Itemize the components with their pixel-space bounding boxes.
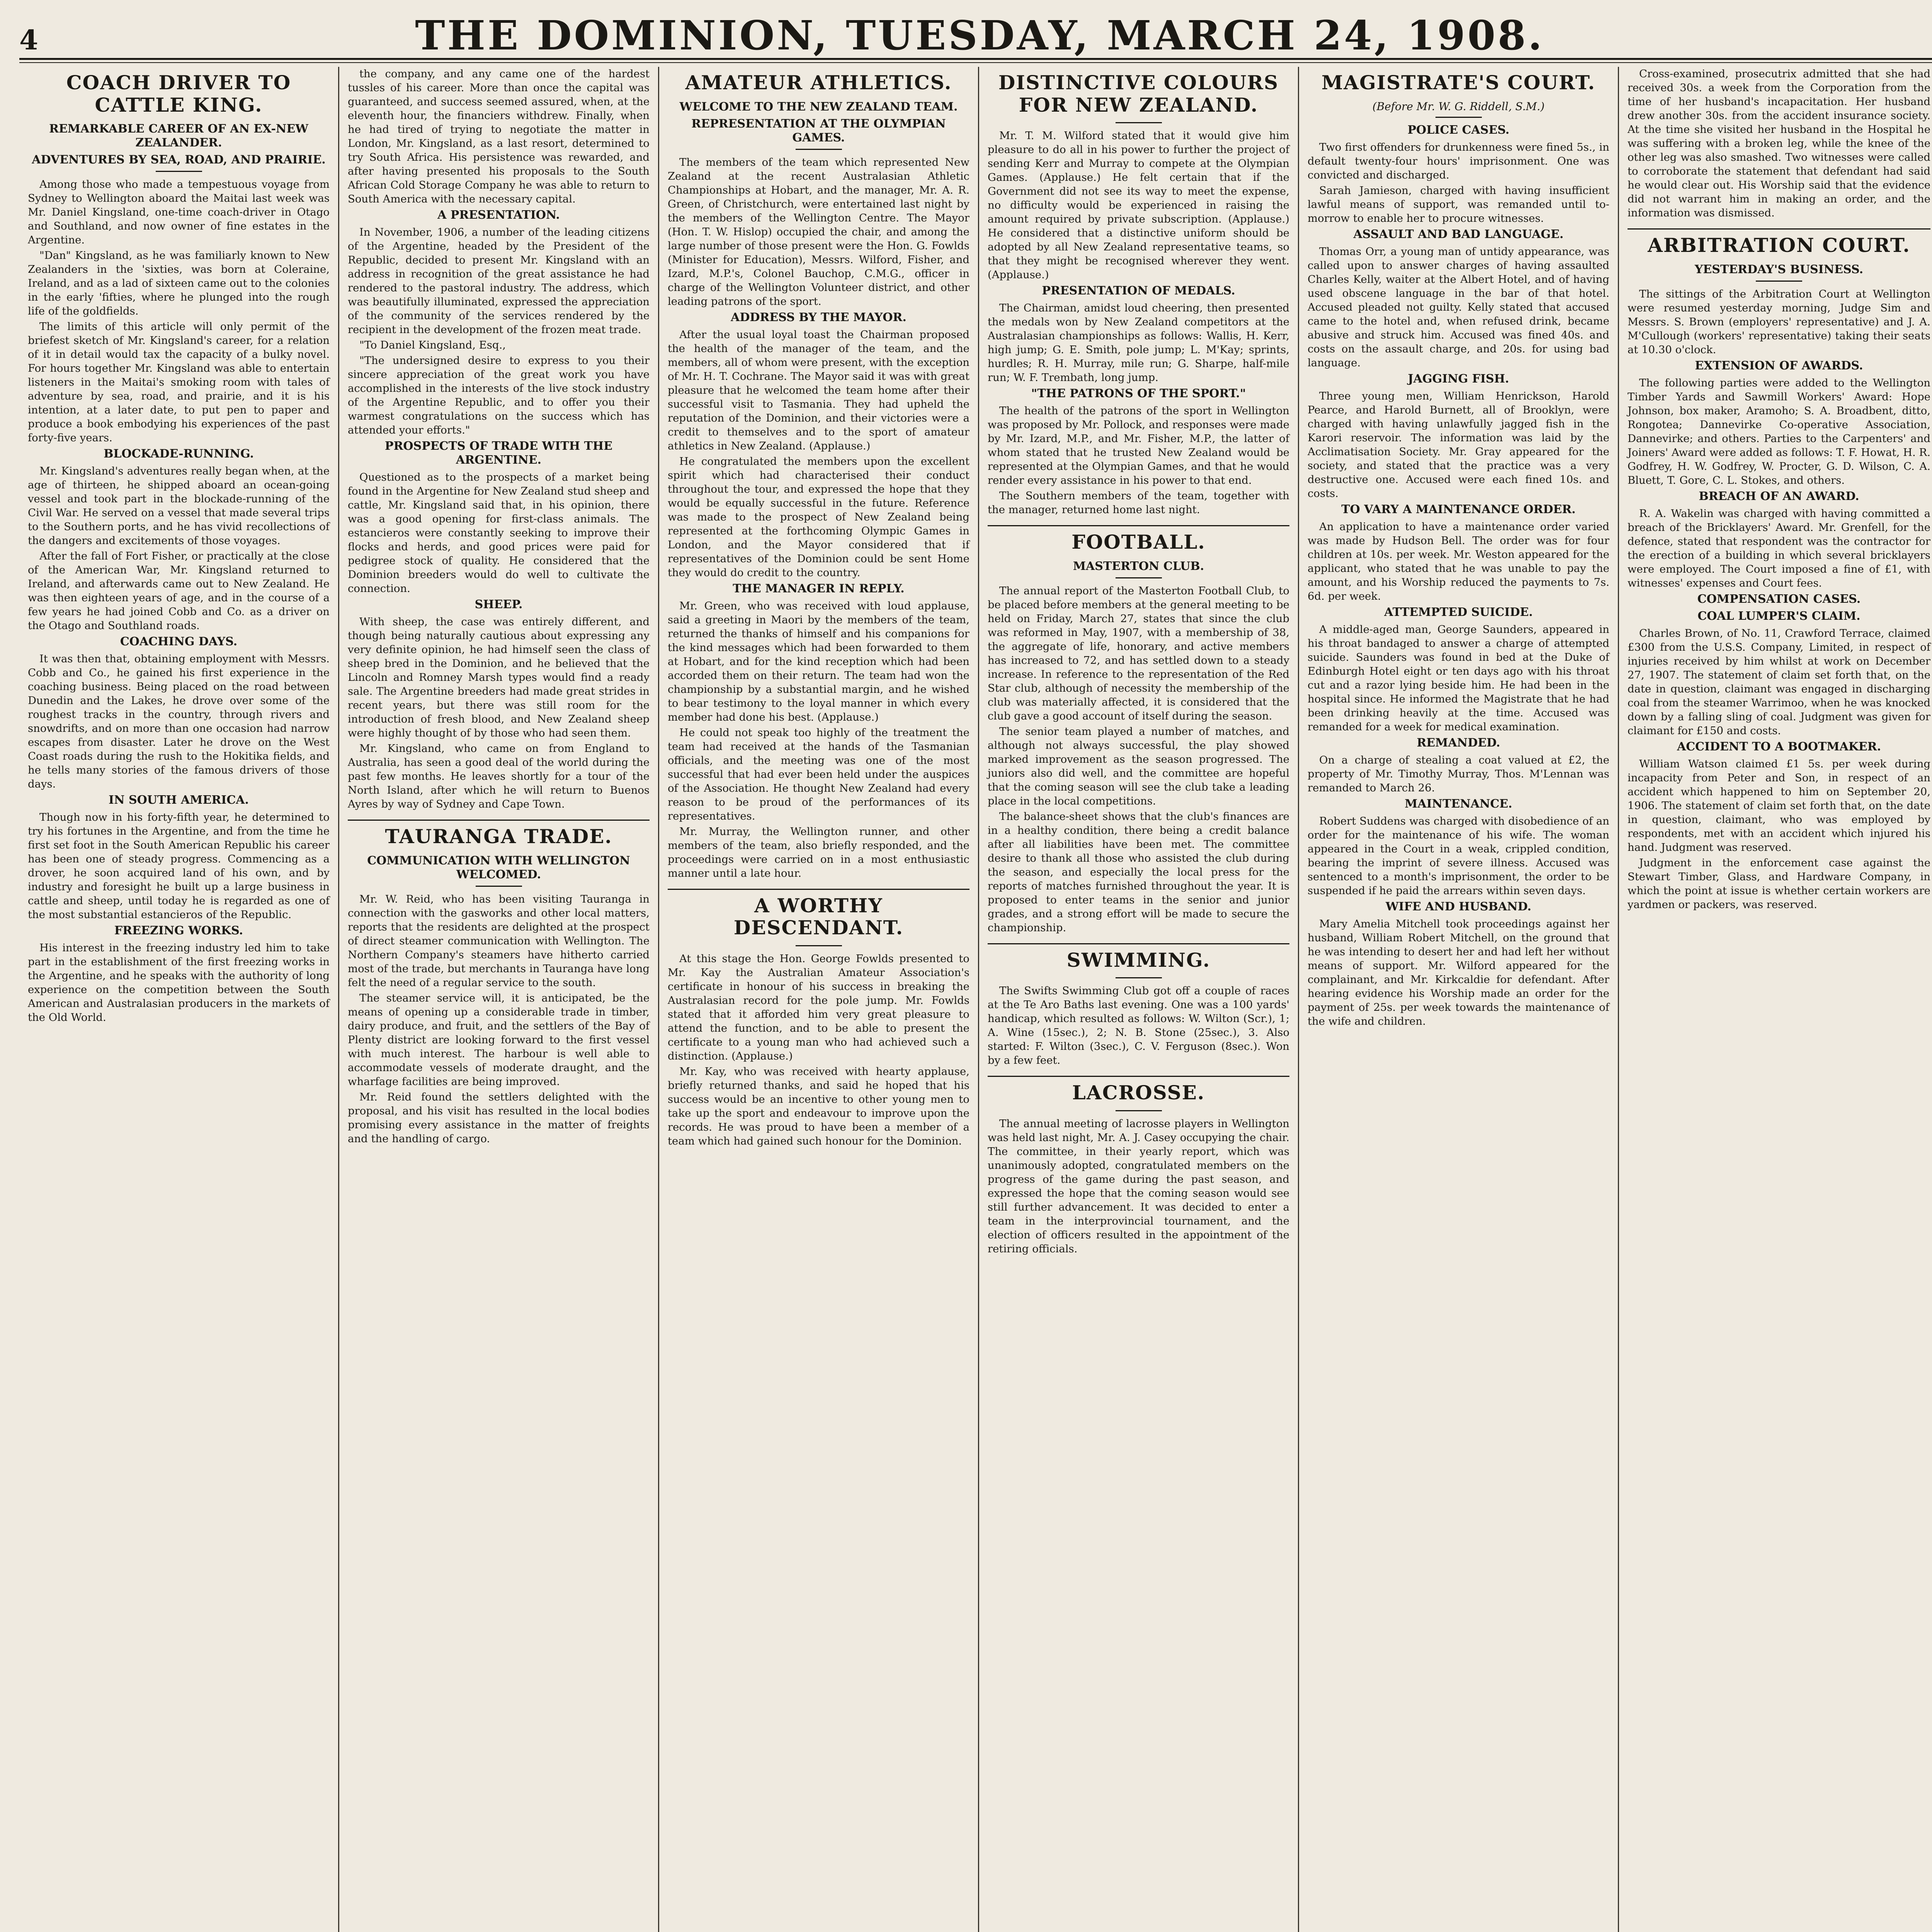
article-paragraph: Mr. Reid found the settlers delighted with the proposal, and his visit has resulted in the local bodies promising every assistance in the matter of freights and the handling of cargo. xyxy=(348,1090,650,1145)
section-subheading: IN SOUTH AMERICA. xyxy=(109,793,249,807)
article-paragraph: On a charge of stealing a coat valued at £2, the property of Mr. Timothy Murray, Thos. M'Lennan was remanded to March 26. xyxy=(1308,753,1609,794)
article-subhead: YESTERDAY'S BUSINESS. xyxy=(1694,262,1864,276)
article-paragraph: The Southern members of the team, together with the manager, returned home last night. xyxy=(988,490,1289,516)
article-paragraph: R. A. Wakelin was charged with having committed a breach of the Bricklayers' Award. Mr. Grenfell, for the defence, stated that respondent was the contractor for the erection of a building in which several bricklayers were employed. The Court imposed a fine of £1, with witnesses' expenses and Court fees. xyxy=(1628,507,1930,589)
article-paragraph: At this stage the Hon. George Fowlds presented to Mr. Kay the Australian Amateur Association's certificate in honour of his success in breaking the Australasian record for the pole jump. Mr. Fowlds stated that it afforded him very great pleasure to attend the function, and to be able to present the certificate to a young man who had achieved such a distinction. (Applause.) xyxy=(668,952,969,1062)
article-paragraph: A middle-aged man, George Saunders, appeared in his throat bandaged to answer a charge of attempted suicide. Saunders was found in bed at the Duke of Edinburgh Hotel eight or ten days ago with his throat cut and a razor lying beside him. He had been in the hospital since. He informed the Magistrate that he had been drinking heavily at the time. Accused was remanded for a week for medical examination. xyxy=(1308,623,1609,733)
headline-rule xyxy=(1116,122,1162,123)
masthead xyxy=(19,12,1932,60)
article-paragraph: The senior team played a number of matches, and although not always successful, the play showed marked improvement as the season progressed. The juniors also did well, and the committee are hopeful that the coming season will see the club take a leading place in the local competitions. xyxy=(988,725,1289,807)
section-subheading: ACCIDENT TO A BOOTMAKER. xyxy=(1677,740,1881,753)
section-subheading: MAINTENANCE. xyxy=(1405,797,1512,811)
headline-rule xyxy=(1435,117,1482,118)
section-subheading: PRESENTATION OF MEDALS. xyxy=(1042,284,1235,298)
article-headline: FOOTBALL. xyxy=(1071,531,1206,553)
section-subheading: PROSPECTS OF TRADE WITH THE ARGENTINE. xyxy=(384,439,613,467)
headline-rule xyxy=(1116,977,1162,978)
article-subhead: REPRESENTATION AT THE OLYMPIAN GAMES. xyxy=(691,117,946,145)
article-paragraph: Charles Brown, of No. 11, Crawford Terrace, claimed £300 from the U.S.S. Company, Limited, in respect of injuries received by him whilst at work on December 27, 1907. The statement of claim set forth that, on the date in question, claimant was engaged in discharging coal from the steamer Warrimoo, when he was knocked down by a falling sling of coal. Judgment was given for claimant for £150 and costs. xyxy=(1628,627,1930,737)
article-paragraph: Mr. W. Reid, who has been visiting Tauranga in connection with the gasworks and other local matters, reports that the residents are delighted at the prospect of direct steamer communication with Wellington. The Northern Company's steamers have hitherto carried most of the trade, but merchants in Tauranga have long felt the need of a regular service to the south. xyxy=(348,893,650,989)
article-paragraph: The annual meeting of lacrosse players in Wellington was held last night, Mr. A. J. Casey occupying the chair. The committee, in their yearly report, which was unanimously adopted, congratulated members on the progress of the game during the past season, and expressed the hope that the coming season would see still further advancement. It was decided to enter a team in the interprovincial tournament, and the election of officers resulted in the appointment of the retiring officials. xyxy=(988,1117,1289,1255)
article-paragraph: The balance-sheet shows that the club's finances are in a healthy condition, there being a credit balance after all liabilities have been met. The committee desire to thank all those who assisted the club during the season, and especially the local press for the reports of matches furnished throughout the year. It is proposed to enter teams in the senior and junior grades, and a strong effort will be made to secure the championship. xyxy=(988,810,1289,934)
article-subhead: ADVENTURES BY SEA, ROAD, AND PRAIRIE. xyxy=(32,153,326,167)
section-rule xyxy=(348,820,650,821)
article-paragraph: The annual report of the Masterton Football Club, to be placed before members at the general meeting to be held on Friday, March 27, states that since the club was reformed in May, 1907, with a membership of 38, the aggregate of life, honorary, and active members has increased to 72, and has settled down to a steady increase. In reference to the representation of the Red Star club, although of necessity the membership of the club was materially affected, it is considered that the club gave a good account of itself during the season. xyxy=(988,584,1289,722)
section-subheading: ADDRESS BY THE MAYOR. xyxy=(731,310,906,324)
article-paragraph: Mr. Green, who was received with loud applause, said a greeting in Maori by the members of the team, returned the thanks of himself and his companions for the kind messages which had been forwarded to them at Hobart, and for the kind reception which had been accorded them on their return. The team had won the championship by a substantial margin, and he wished to bear testimony to the loyal manner in which every member had done his best. (Applause.) xyxy=(668,599,969,723)
article-headline: LACROSSE. xyxy=(1072,1081,1205,1104)
article-paragraph: The sittings of the Arbitration Court at Wellington were resumed yesterday morning, Judge Sim and Messrs. S. Brown (employers' representative) and J. A. M'Cullough (workers' representative) taking their seats at 10.30 o'clock. xyxy=(1628,287,1930,356)
article-paragraph: Sarah Jamieson, charged with having insufficient lawful means of support, was remanded until to-morrow to enable her to procure witnesses. xyxy=(1308,184,1609,224)
article-paragraph: Mr. Kingsland, who came on from England to Australia, has seen a good deal of the world during the past few months. He leaves shortly for a tour of the North Island, after which he will return to Buenos Ayres by way of Sydney and Cape Town. xyxy=(348,742,650,810)
headline-rule xyxy=(796,149,842,150)
masthead-rule xyxy=(19,62,1932,63)
section-subheading: BLOCKADE-RUNNING. xyxy=(104,447,254,461)
article-paragraph: Two first offenders for drunkenness were fined 5s., in default twenty-four hours' imprisonment. One was convicted and discharged. xyxy=(1308,141,1609,181)
article-headline: DISTINCTIVE COLOURS FOR NEW ZEALAND. xyxy=(998,71,1279,116)
article-paragraph: The members of the team which represented New Zealand at the recent Australasian Athletic Championships at Hobart, and the manager, Mr. A. R. Green, of Christchurch, were entertained last night by the members of the Wellington Centre. The Mayor (Hon. T. W. Hislop) occupied the chair, and among the large number of those present were the Hon. G. Fowlds (Minister for Education), Messrs. Wilford, Fisher, and Izard, M.P.'s, Colonel Bauchop, C.M.G., officer in charge of the Wellington Volunteer district, and other leading patrons of the sport. xyxy=(668,156,969,308)
article-paragraph: Questioned as to the prospects of a market being found in the Argentine for New Zealand stud sheep and cattle, Mr. Kingsland said that, in his opinion, there was a good opening for first-class animals. The estancieros were constantly seeking to improve their flocks and herds, and good prices were paid for pedigree stock of quality. He considered that the Dominion breeders would do well to cultivate the connection. xyxy=(348,471,650,595)
section-rule xyxy=(668,889,969,890)
article-paragraph: The Swifts Swimming Club got off a couple of races at the Te Aro Baths last evening. One was a 100 yards' handicap, which resulted as follows: W. Wilton (Scr.), 1; A. Wine (15sec.), 2; N. B. Stone (25sec.), 3. Also started: F. Wilton (3sec.), C. V. Ferguson (8sec.). Won by a few feet. xyxy=(988,985,1289,1066)
article-paragraph: The following parties were added to the Wellington Timber Yards and Sawmill Workers' Award: Hope Johnson, box maker, Aramoho; S. A. Broadbent, ditto, Rongotea; Dannevirke Co-operative Association, Dannevirke; and others. Parties to the Carpenters' and Joiners' Award were added as follows: T. F. Howat, H. R. Godfrey, H. W. Godfrey, W. Procter, G. D. Wilson, C. A. Bluett, T. Gore, C. L. Stokes, and others. xyxy=(1628,376,1930,486)
article-paragraph: Mr. Murray, the Wellington runner, and other members of the team, also briefly responded, and the proceedings were carried on in a most enthusiastic manner until a late hour. xyxy=(668,825,969,879)
section-subheading: COAL LUMPER'S CLAIM. xyxy=(1697,609,1861,623)
article-paragraph: He congratulated the members upon the excellent spirit which had characterised their conduct throughout the tour, and expressed the hope that they would be equally successful in the future. Reference was made to the prospect of New Zealand being represented at the forthcoming Olympic Games in London, and the Mayor considered that if representatives of the Dominion could be sent Home they would do credit to the country. xyxy=(668,455,969,579)
section-subheading: TO VARY A MAINTENANCE ORDER. xyxy=(1341,502,1576,516)
article-byline: (Before Mr. W. G. Riddell, S.M.) xyxy=(1372,100,1545,113)
section-rule xyxy=(988,1076,1289,1077)
section-subheading: THE MANAGER IN REPLY. xyxy=(733,582,905,595)
article-subhead: COMMUNICATION WITH WELLINGTON WELCOMED. xyxy=(367,854,630,881)
section-rule xyxy=(988,943,1289,944)
columns-container xyxy=(19,67,1932,1932)
article-paragraph: Mary Amelia Mitchell took proceedings against her husband, William Robert Mitchell, on the ground that he was intending to desert her and had left her without means of support. Mr. Wilford appeared for the complainant, and Mr. Kirkcaldie for defendant. After hearing evidence his Worship made an order for the payment of 25s. per week towards the maintenance of the wife and children. xyxy=(1308,917,1609,1027)
section-subheading: COMPENSATION CASES. xyxy=(1697,592,1861,606)
headline-rule xyxy=(1116,577,1162,578)
section-subheading: JAGGING FISH. xyxy=(1408,372,1509,386)
page-number: 4 xyxy=(19,24,38,56)
article-paragraph: Thomas Orr, a young man of untidy appearance, was called upon to answer charges of having assaulted Charles Kelly, waiter at the Albert Hotel, and of having used obscene language in the bar of that hotel. Accused pleaded not guilty. Kelly stated that accused came to the hotel and, when refused drink, became abusive and struck him. Accused was fined 40s. and costs on the assault charge, and 20s. for using bad language. xyxy=(1308,245,1609,369)
article-headline: A WORTHY DESCENDANT. xyxy=(733,894,904,939)
article-paragraph: The health of the patrons of the sport in Wellington was proposed by Mr. Pollock, and responses were made by Mr. Izard, M.P., and Mr. Fisher, M.P., the latter of whom stated that he trusted New Zealand would be represented at the Olympian Games, and that he would render every assistance in his power to that end. xyxy=(988,405,1289,486)
column-1 xyxy=(19,67,339,1932)
article-paragraph: Mr. T. M. Wilford stated that it would give him pleasure to do all in his power to further the project of sending Kerr and Murray to compete at the Olympian Games. (Applause.) He felt certain that if the Government did not see its way to meet the expense, no difficulty would be experienced in raising the amount required by private subscription. (Applause.) He considered that a distinctive uniform should be adopted by all New Zealand representative teams, so that they might be recognised wherever they went. (Applause.) xyxy=(988,129,1289,281)
article-subhead: REMARKABLE CAREER OF AN EX-NEW ZEALANDER. xyxy=(49,122,308,150)
section-subheading: "THE PATRONS OF THE SPORT." xyxy=(1031,387,1246,400)
article-paragraph: In November, 1906, a number of the leading citizens of the Argentine, headed by the President of the Republic, decided to present Mr. Kingsland with an address in recognition of the great assistance he had rendered to the pastoral industry. The address, which was beautifully illuminated, expressed the appreciation of the community of the services rendered by the recipient in the development of the frozen meat trade. xyxy=(348,226,650,336)
article-paragraph: Among those who made a tempestuous voyage from Sydney to Wellington aboard the Maitai last week was Mr. Daniel Kingsland, one-time coach-driver in Otago and Southland, and now owner of fine estates in the Argentine. xyxy=(28,178,330,246)
column-6 xyxy=(1619,67,1932,1932)
section-subheading: ATTEMPTED SUICIDE. xyxy=(1384,605,1533,619)
article-paragraph: His interest in the freezing industry led him to take part in the establishment of the first freezing works in the Argentine, and he speaks with the authority of long experience on the competition between the South American and Australasian producers in the markets of the Old World. xyxy=(28,942,330,1024)
column-5 xyxy=(1299,67,1619,1932)
section-subheading: EXTENSION OF AWARDS. xyxy=(1695,359,1863,372)
article-headline: SWIMMING. xyxy=(1066,948,1211,971)
section-subheading: FREEZING WORKS. xyxy=(114,924,243,937)
article-headline: AMATEUR ATHLETICS. xyxy=(685,71,952,94)
article-paragraph: With sheep, the case was entirely different, and though being naturally cautious about expressing any very definite opinion, he had himself seen the class of sheep bred in the Dominion, and he believed that the Lincoln and Romney Marsh types would find a ready sale. The Argentine breeders had made great strides in recent years, but there was still room for the introduction of fresh blood, and New Zealand sheep were highly thought of by those who had seen them. xyxy=(348,616,650,739)
section-subheading: COACHING DAYS. xyxy=(120,635,238,648)
article-paragraph: The limits of this article will only permit of the briefest sketch of Mr. Kingsland's career, for a relation of it in detail would tax the capacity of a bulky novel. For hours together Mr. Kingsland was able to entertain listeners in the Maitai's smoking room with tales of adventure by sea, road, and prairie, and it is his intention, at a later date, to put pen to paper and produce a book embodying his experiences of the past forty-five years. xyxy=(28,320,330,444)
article-paragraph: "The undersigned desire to express to you their sincere appreciation of the great work you have accomplished in the interests of the live stock industry of the Argentine Republic, and to offer you their warmest congratulations on the success which has attended your efforts." xyxy=(348,354,650,436)
section-subheading: BREACH OF AN AWARD. xyxy=(1699,489,1859,503)
headline-rule xyxy=(1756,281,1802,282)
section-subheading: ASSAULT AND BAD LANGUAGE. xyxy=(1353,227,1564,241)
section-subheading: POLICE CASES. xyxy=(1407,123,1510,137)
article-paragraph: "Dan" Kingsland, as he was familiarly known to New Zealanders in the 'sixties, was born at Coleraine, Ireland, and as a lad of sixteen came out to the colonies in the early 'fifties, where he plunged into the rough life of the goldfields. xyxy=(28,249,330,317)
headline-rule xyxy=(1116,1110,1162,1111)
article-headline: MAGISTRATE'S COURT. xyxy=(1321,71,1596,94)
section-rule xyxy=(988,525,1289,526)
article-paragraph: Three young men, William Henrickson, Harold Pearce, and Harold Burnett, all of Brooklyn, were charged with having unlawfully jagged fish in the Karori reservoir. The information was laid by the Acclimatisation Society. Mr. Gray appeared for the society, and stated that the practice was a very destructive one. Accused were each fined 10s. and costs. xyxy=(1308,389,1609,500)
article-paragraph: He could not speak too highly of the treatment the team had received at the hands of the Tasmanian officials, and the meeting was one of the most successful that had ever been held under the auspices of the Association. He thought New Zealand had every reason to be proud of the performances of its representatives. xyxy=(668,726,969,822)
headline-rule xyxy=(476,886,522,887)
article-headline: COACH DRIVER TO CATTLE KING. xyxy=(66,71,291,116)
article-paragraph: The steamer service will, it is anticipated, be the means of opening up a considerable trade in timber, dairy produce, and fruit, and the settlers of the Bay of Plenty district are looking forward to the first vessel with much interest. The harbour is well able to accommodate vessels of moderate draught, and the wharfage facilities are being improved. xyxy=(348,992,650,1088)
article-headline: TAURANGA TRADE. xyxy=(385,825,612,848)
article-subhead: MASTERTON CLUB. xyxy=(1073,559,1204,573)
article-paragraph: Judgment in the enforcement case against the Stewart Timber, Glass, and Hardware Company, in which the point at issue is whether certain workers are yardmen or packers, was reserved. xyxy=(1628,856,1930,911)
article-paragraph: Though now in his forty-fifth year, he determined to try his fortunes in the Argentine, and from the time he first set foot in the South American Republic his career has been one of steady progress. Commencing as a drover, he soon acquired land of his own, and by industry and foresight he built up a large business in cattle and sheep, until today he is regarded as one of the most substantial estancieros of the Republic. xyxy=(28,811,330,921)
article-paragraph: Mr. Kingsland's adventures really began when, at the age of thirteen, he shipped aboard an ocean-going vessel and took part in the blockade-running of the Civil War. He served on a vessel that made several trips to the Southern ports, and he has vivid recollections of the dangers and excitements of those voyages. xyxy=(28,465,330,547)
section-subheading: REMANDED. xyxy=(1417,736,1500,750)
article-paragraph: Robert Suddens was charged with disobedience of an order for the maintenance of his wife. The woman appeared in the Court in a weak, crippled condition, bearing the imprint of severe illness. Accused was sentenced to a month's imprisonment, the order to be suspended if he paid the arrears within seven days. xyxy=(1308,815,1609,897)
article-paragraph: Mr. Kay, who was received with hearty applause, briefly returned thanks, and said he hoped that his success would be an incentive to other young men to take up the sport and endeavour to improve upon the records. He was proud to have been a member of a team which had gained such honour for the Dominion. xyxy=(668,1065,969,1147)
section-subheading: SHEEP. xyxy=(474,598,523,611)
section-subheading: A PRESENTATION. xyxy=(437,208,560,222)
section-subheading: WIFE AND HUSBAND. xyxy=(1385,900,1532,913)
article-paragraph: the company, and any came one of the hardest tussles of his career. More than once the capital was guaranteed, and success seemed assured, when, at the eleventh hour, the financiers withdrew. Finally, when he had tired of trying to negotiate the matter in London, Mr. Kingsland, as a last resort, determined to try South Africa. His persistence was rewarded, and after having presented his proposals to the South African Cold Storage Company he was able to return to South America with the necessary capital. xyxy=(348,68,650,205)
article-paragraph: "To Daniel Kingsland, Esq., xyxy=(359,339,506,351)
article-paragraph: After the fall of Fort Fisher, or practically at the close of the American War, Mr. Kingsland returned to Ireland, and afterwards came out to New Zealand. He was then eighteen years of age, and in the course of a few years he had joined Cobb and Co. as a driver on the Otago and Southland roads. xyxy=(28,550,330,632)
column-2 xyxy=(339,67,659,1932)
article-paragraph: It was then that, obtaining employment with Messrs. Cobb and Co., he gained his first experience in the coaching business. Being placed on the road between Dunedin and the Lakes, he drove over some of the roughest tracks in the country, through rivers and snowdrifts, and on more than one occasion had narrow escapes from disaster. Later he drove on the West Coast roads during the rush to the Hokitika fields, and he tells many stories of the famous drivers of those days. xyxy=(28,653,330,790)
article-subhead: WELCOME TO THE NEW ZEALAND TEAM. xyxy=(679,100,958,114)
column-4 xyxy=(979,67,1299,1932)
section-rule xyxy=(1628,228,1930,230)
article-paragraph: William Watson claimed £1 5s. per week during incapacity from Peter and Son, in respect of an accident which happened to him on September 20, 1906. The statement of claim set forth that, on the date in question, claimant, who was employed by respondents, met with an accident which injured his hand. Judgment was reserved. xyxy=(1628,757,1930,854)
headline-rule xyxy=(156,171,202,172)
article-paragraph: Cross-examined, prosecutrix admitted that she had received 30s. a week from the Corporation from the time of her husband's incapacitation. Her husband drew another 30s. from the accident insurance society. At the time she visited her husband in the Hospital he was suffering with a broken leg, while the knee of the other leg was also smashed. Two witnesses were called to corroborate the statement that defendant had said he would clear out. His Worship said that the evidence did not warrant him in making an order, and the information was dismissed. xyxy=(1628,68,1930,219)
column-3 xyxy=(659,67,979,1932)
article-paragraph: After the usual loyal toast the Chairman proposed the health of the manager of the team, and the members, all of whom were present, with the exception of Mr. H. T. Cochrane. The Mayor said it was with great pleasure that he welcomed the team home after their successful visit to Tasmania. They had upheld the reputation of the Dominion, and their victories were a credit to themselves and to the sport of amateur athletics in New Zealand. (Applause.) xyxy=(668,328,969,452)
newspaper-title: THE DOMINION, TUESDAY, MARCH 24, 1908. xyxy=(415,12,1544,59)
article-headline: ARBITRATION COURT. xyxy=(1648,234,1910,257)
article-paragraph: The Chairman, amidst loud cheering, then presented the medals won by New Zealand competitors at the Australasian championships as follows: Wallis, H. Kerr, high jump; G. E. Smith, pole jump; L. M'Kay; sprints, hurdles; R. H. Murray, mile run; G. Sharpe, half-mile run; W. F. Trembath, long jump. xyxy=(988,302,1289,384)
article-paragraph: An application to have a maintenance order varied was made by Hudson Bell. The order was for four children at 10s. per week. Mr. Weston appeared for the applicant, who stated that he was unable to pay the amount, and his Worship reduced the payments to 7s. 6d. per week. xyxy=(1308,520,1609,602)
headline-rule xyxy=(796,945,842,946)
